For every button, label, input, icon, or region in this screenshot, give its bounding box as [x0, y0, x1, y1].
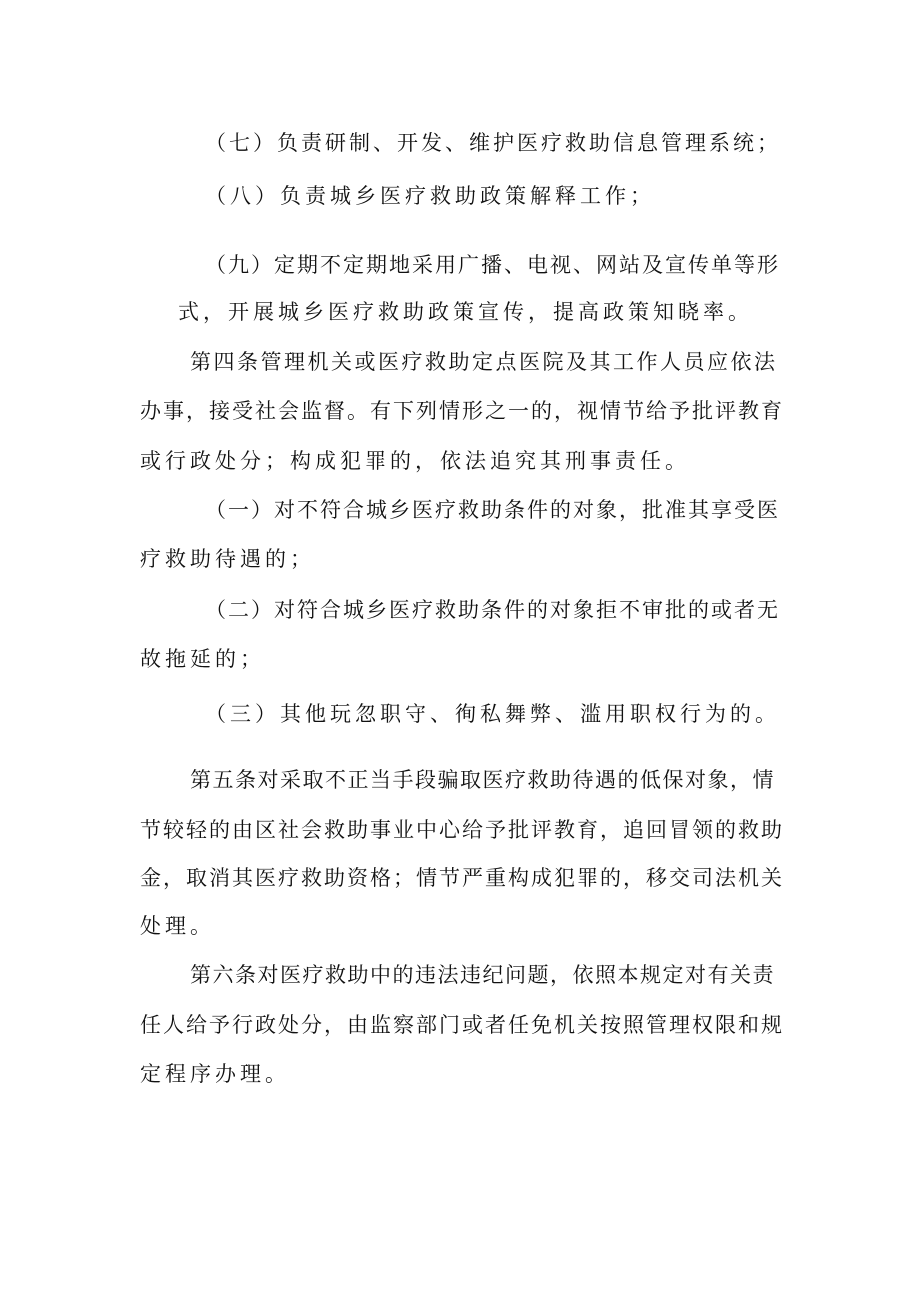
text-line-article-5: 第五条对采取不正当手段骗取医疗救助待遇的低保对象，情 [190, 768, 775, 792]
text-line-article-5-cont-1: 节较轻的由区社会救助事业中心给予批评教育，追回冒领的救助 [140, 818, 784, 842]
text-line-item-3: （三）其他玩忽职守、徇私舞弊、滥用职权行为的。 [205, 702, 780, 726]
text-line-item-9-cont: 式，开展城乡医疗救助政策宣传，提高政策知晓率。 [178, 300, 753, 324]
text-line-item-1-cont: 疗救助待遇的； [140, 547, 315, 571]
text-line-article-4-cont-1: 办事，接受社会监督。有下列情形之一的，视情节给予批评教育 [140, 399, 784, 423]
text-line-article-5-cont-3: 处理。 [140, 914, 215, 938]
text-line-item-9: （九）定期不定期地采用广播、电视、网站及宣传单等形 [205, 253, 780, 277]
text-line-article-4: 第四条管理机关或医疗救助定点医院及其工作人员应依法 [190, 350, 778, 374]
text-line-article-5-cont-2: 金，取消其医疗救助资格；情节严重构成犯罪的，移交司法机关 [140, 866, 784, 890]
text-line-article-6-cont-1: 任人给予行政处分，由监察部门或者任免机关按照管理权限和规 [140, 1013, 784, 1037]
text-line-article-4-cont-2: 或行政处分；构成犯罪的，依法追究其刑事责任。 [140, 449, 690, 473]
text-line-article-6: 第六条对医疗救助中的违法违纪问题，依照本规定对有关责 [190, 963, 775, 987]
text-line-article-6-cont-2: 定程序办理。 [140, 1062, 290, 1086]
text-line-item-8: （八）负责城乡医疗救助政策解释工作； [205, 184, 655, 208]
text-line-item-2: （二）对符合城乡医疗救助条件的对象拒不审批的或者无 [205, 598, 780, 622]
text-line-item-2-cont: 故拖延的； [140, 647, 265, 671]
text-line-item-1: （一）对不符合城乡医疗救助条件的对象，批准其享受医 [205, 498, 780, 522]
text-line-item-7: （七）负责研制、开发、维护医疗救助信息管理系统； [205, 131, 781, 155]
